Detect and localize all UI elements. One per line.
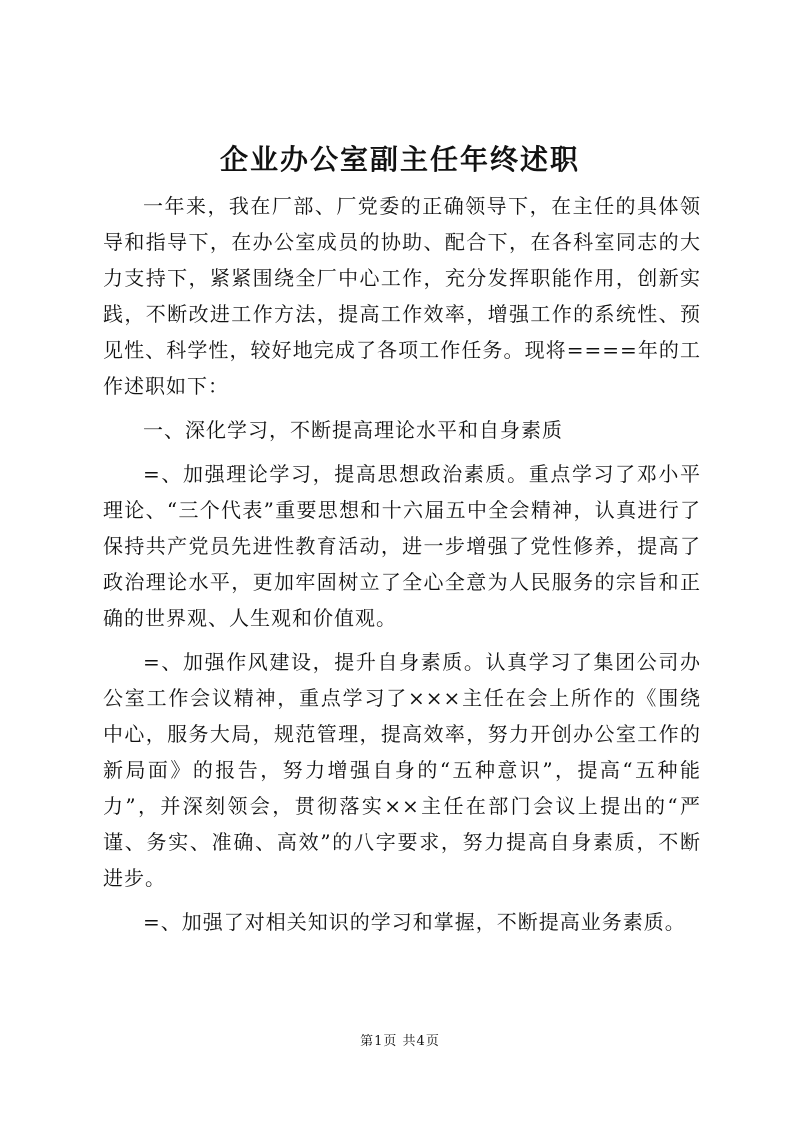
section-heading-1: 一、深化学习，不断提高理论水平和自身素质: [143, 418, 563, 442]
paragraph-theory-study: =、加强理论学习，提高思想政治素质。重点学习了邓小平理论、“三个代表”重要思想和十六届五中全会精神，认真进行了保持共产党员先进性教育活动，进一步增强了党性修养，提高了政治理论水平，更加牢固树立了全心全意为人民服务的宗旨和正确的世界观、人生观和价值观。: [103, 462, 701, 630]
paragraph-work-style: =、加强作风建设，提升自身素质。认真学习了集团公司办公室工作会议精神，重点学习了×××主任在会上所作的《围绕中心，服务大局，规范管理，提高效率，努力开创办公室工作的新局面》的报告，努力增强自身的“五种意识”，提高“五种能力”，并深刻领会，贯彻落实××主任在部门会议上提出的“严谨、务实、准确、高效”的八字要求，努力提高自身素质，不断进步。: [103, 650, 701, 890]
document-title: 企业办公室副主任年终述职: [219, 143, 580, 176]
paragraph-knowledge: =、加强了对相关知识的学习和掌握，不断提高业务素质。: [143, 910, 686, 934]
page-number-footer: 第1页 共4页: [360, 1034, 440, 1049]
document-body: [103, 188, 701, 948]
paragraph-intro: 一年来，我在厂部、厂党委的正确领导下，在主任的具体领导和指导下，在办公室成员的协助、配合下，在各科室同志的大力支持下，紧紧围绕全厂中心工作，充分发挥职能作用，创新实践，不断改进工作方法，提高工作效率，增强工作的系统性、预见性、科学性，较好地完成了各项工作任务。现将====年的工作述职如下：: [103, 194, 701, 398]
